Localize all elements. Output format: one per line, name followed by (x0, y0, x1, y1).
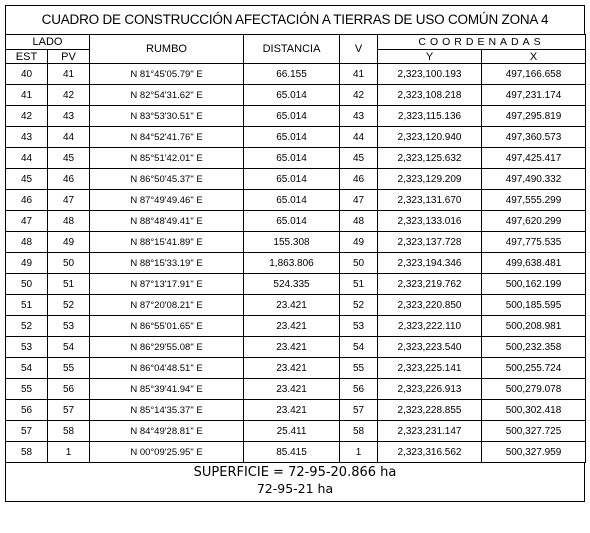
distancia-cell: 65.014 (244, 169, 340, 190)
coord-y-cell: 2,323,226.913 (378, 379, 482, 400)
superficie-rounded-text: 72-95-21 ha (256, 481, 334, 496)
distancia-cell: 23.421 (244, 379, 340, 400)
header-pv: PV (48, 50, 90, 64)
pv-cell: 56 (48, 379, 90, 400)
rumbo-cell: N 88°15'33.19" E (90, 253, 244, 274)
table-row (6, 127, 586, 148)
vertex-cell: 1 (340, 442, 378, 463)
header-y: Y (378, 50, 482, 64)
table-row (6, 421, 586, 442)
est-cell: 56 (6, 400, 48, 421)
distancia-cell: 23.421 (244, 295, 340, 316)
coord-y-cell: 2,323,225.141 (378, 358, 482, 379)
vertex-cell: 46 (340, 169, 378, 190)
coord-y-cell: 2,323,129.209 (378, 169, 482, 190)
pv-cell: 49 (48, 232, 90, 253)
vertex-cell: 53 (340, 316, 378, 337)
est-cell: 50 (6, 274, 48, 295)
vertex-cell: 54 (340, 337, 378, 358)
coord-x-cell: 497,490.332 (482, 169, 586, 190)
table-row (6, 85, 586, 106)
pv-cell: 44 (48, 127, 90, 148)
distancia-cell: 23.421 (244, 316, 340, 337)
pv-cell: 47 (48, 190, 90, 211)
table-row (6, 274, 586, 295)
coord-x-cell: 497,775.535 (482, 232, 586, 253)
distancia-cell: 65.014 (244, 211, 340, 232)
est-cell: 55 (6, 379, 48, 400)
coord-y-cell: 2,323,316.562 (378, 442, 482, 463)
header-coordenadas: COORDENADAS (378, 35, 586, 50)
coord-x-cell: 500,327.725 (482, 421, 586, 442)
pv-cell: 45 (48, 148, 90, 169)
rumbo-cell: N 85°14'35.37" E (90, 400, 244, 421)
vertex-cell: 45 (340, 148, 378, 169)
coord-y-cell: 2,323,228.855 (378, 400, 482, 421)
vertex-cell: 47 (340, 190, 378, 211)
coord-y-cell: 2,323,220.850 (378, 295, 482, 316)
coord-x-cell: 497,360.573 (482, 127, 586, 148)
rumbo-cell: N 88°48'49.41" E (90, 211, 244, 232)
table-row (6, 400, 586, 421)
vertex-cell: 42 (340, 85, 378, 106)
vertex-cell: 50 (340, 253, 378, 274)
est-cell: 43 (6, 127, 48, 148)
vertex-cell: 48 (340, 211, 378, 232)
vertex-cell: 55 (340, 358, 378, 379)
vertex-cell: 56 (340, 379, 378, 400)
vertex-cell: 58 (340, 421, 378, 442)
distancia-cell: 65.014 (244, 85, 340, 106)
header-est: EST (6, 50, 48, 64)
est-cell: 44 (6, 148, 48, 169)
table-row (6, 358, 586, 379)
distancia-cell: 155.308 (244, 232, 340, 253)
coord-y-cell: 2,323,222.110 (378, 316, 482, 337)
header-x: X (482, 50, 586, 64)
distancia-cell: 1,863.806 (244, 253, 340, 274)
est-cell: 45 (6, 169, 48, 190)
distancia-cell: 66.155 (244, 64, 340, 85)
est-cell: 47 (6, 211, 48, 232)
vertex-cell: 52 (340, 295, 378, 316)
vertex-cell: 57 (340, 400, 378, 421)
coord-x-cell: 500,162.199 (482, 274, 586, 295)
distancia-cell: 65.014 (244, 127, 340, 148)
table-row (6, 253, 586, 274)
rumbo-cell: N 88°15'41.89" E (90, 232, 244, 253)
table-row (6, 169, 586, 190)
pv-cell: 58 (48, 421, 90, 442)
distancia-cell: 65.014 (244, 148, 340, 169)
est-cell: 51 (6, 295, 48, 316)
table-row (6, 232, 586, 253)
est-cell: 48 (6, 232, 48, 253)
pv-cell: 43 (48, 106, 90, 127)
summary-box (5, 463, 585, 502)
pv-cell: 57 (48, 400, 90, 421)
rumbo-cell: N 87°13'17.91" E (90, 274, 244, 295)
pv-cell: 42 (48, 85, 90, 106)
rumbo-cell: N 82°54'31.62" E (90, 85, 244, 106)
coord-x-cell: 500,327.959 (482, 442, 586, 463)
pv-cell: 55 (48, 358, 90, 379)
distancia-cell: 23.421 (244, 358, 340, 379)
coord-x-cell: 497,555.299 (482, 190, 586, 211)
est-cell: 46 (6, 190, 48, 211)
coord-y-cell: 2,323,115.136 (378, 106, 482, 127)
vertex-cell: 49 (340, 232, 378, 253)
pv-cell: 1 (48, 442, 90, 463)
est-cell: 42 (6, 106, 48, 127)
coord-y-cell: 2,323,133.016 (378, 211, 482, 232)
est-cell: 49 (6, 253, 48, 274)
est-cell: 57 (6, 421, 48, 442)
distancia-cell: 23.421 (244, 400, 340, 421)
pv-cell: 54 (48, 337, 90, 358)
construction-table (5, 34, 586, 463)
distancia-cell: 85.415 (244, 442, 340, 463)
header-lado: LADO (6, 35, 90, 50)
header-distancia: DISTANCIA (244, 35, 340, 64)
est-cell: 41 (6, 85, 48, 106)
coord-x-cell: 497,231.174 (482, 85, 586, 106)
table-row (6, 295, 586, 316)
rumbo-cell: N 85°39'41.94" E (90, 379, 244, 400)
distancia-cell: 65.014 (244, 190, 340, 211)
distancia-cell: 524.335 (244, 274, 340, 295)
coord-x-cell: 499,638.481 (482, 253, 586, 274)
rumbo-cell: N 84°49'28.81" E (90, 421, 244, 442)
distancia-cell: 25.411 (244, 421, 340, 442)
table-body (6, 64, 586, 463)
rumbo-cell: N 83°53'30.51" E (90, 106, 244, 127)
table-row (6, 106, 586, 127)
coord-y-cell: 2,323,137.728 (378, 232, 482, 253)
pv-cell: 51 (48, 274, 90, 295)
est-cell: 58 (6, 442, 48, 463)
coord-y-cell: 2,323,131.670 (378, 190, 482, 211)
rumbo-cell: N 84°52'41.76" E (90, 127, 244, 148)
vertex-cell: 41 (340, 64, 378, 85)
table-row (6, 379, 586, 400)
rumbo-cell: N 87°49'49.46" E (90, 190, 244, 211)
est-cell: 53 (6, 337, 48, 358)
pv-cell: 52 (48, 295, 90, 316)
coord-y-cell: 2,323,219.762 (378, 274, 482, 295)
rumbo-cell: N 86°29'55.08" E (90, 337, 244, 358)
coord-y-cell: 2,323,100.193 (378, 64, 482, 85)
coord-x-cell: 500,279.078 (482, 379, 586, 400)
pv-cell: 53 (48, 316, 90, 337)
coord-y-cell: 2,323,125.632 (378, 148, 482, 169)
superficie-text: SUPERFICIE = 72-95-20.866 ha (193, 465, 397, 480)
coord-x-cell: 500,208.981 (482, 316, 586, 337)
coord-x-cell: 500,255.724 (482, 358, 586, 379)
coord-y-cell: 2,323,223.540 (378, 337, 482, 358)
rumbo-cell: N 86°04'48.51" E (90, 358, 244, 379)
pv-cell: 46 (48, 169, 90, 190)
coord-y-cell: 2,323,231.147 (378, 421, 482, 442)
distancia-cell: 23.421 (244, 337, 340, 358)
document-title: CUADRO DE CONSTRUCCIÓN AFECTACIÓN A TIERRAS DE USO COMÚN ZONA 4 (5, 5, 585, 34)
coord-x-cell: 497,425.417 (482, 148, 586, 169)
table-row (6, 316, 586, 337)
table-row (6, 442, 586, 463)
vertex-cell: 51 (340, 274, 378, 295)
coord-x-cell: 500,232.358 (482, 337, 586, 358)
rumbo-cell: N 86°55'01.65" E (90, 316, 244, 337)
table-row (6, 64, 586, 85)
est-cell: 54 (6, 358, 48, 379)
coord-x-cell: 497,166.658 (482, 64, 586, 85)
est-cell: 40 (6, 64, 48, 85)
vertex-cell: 43 (340, 106, 378, 127)
rumbo-cell: N 86°50'45.37" E (90, 169, 244, 190)
header-v: V (340, 35, 378, 64)
table-row (6, 190, 586, 211)
coord-y-cell: 2,323,108.218 (378, 85, 482, 106)
table-row (6, 148, 586, 169)
pv-cell: 48 (48, 211, 90, 232)
coord-x-cell: 500,302.418 (482, 400, 586, 421)
coord-x-cell: 497,620.299 (482, 211, 586, 232)
coord-x-cell: 497,295.819 (482, 106, 586, 127)
pv-cell: 41 (48, 64, 90, 85)
construction-table-document (5, 5, 585, 502)
table-row (6, 211, 586, 232)
header-rumbo: RUMBO (90, 35, 244, 64)
table-row (6, 337, 586, 358)
rumbo-cell: N 85°51'42.01" E (90, 148, 244, 169)
coord-y-cell: 2,323,120.940 (378, 127, 482, 148)
pv-cell: 50 (48, 253, 90, 274)
distancia-cell: 65.014 (244, 106, 340, 127)
coord-x-cell: 500,185.595 (482, 295, 586, 316)
rumbo-cell: N 00°09'25.95" E (90, 442, 244, 463)
coord-y-cell: 2,323,194.346 (378, 253, 482, 274)
est-cell: 52 (6, 316, 48, 337)
rumbo-cell: N 87°20'08.21" E (90, 295, 244, 316)
vertex-cell: 44 (340, 127, 378, 148)
rumbo-cell: N 81°45'05.79" E (90, 64, 244, 85)
